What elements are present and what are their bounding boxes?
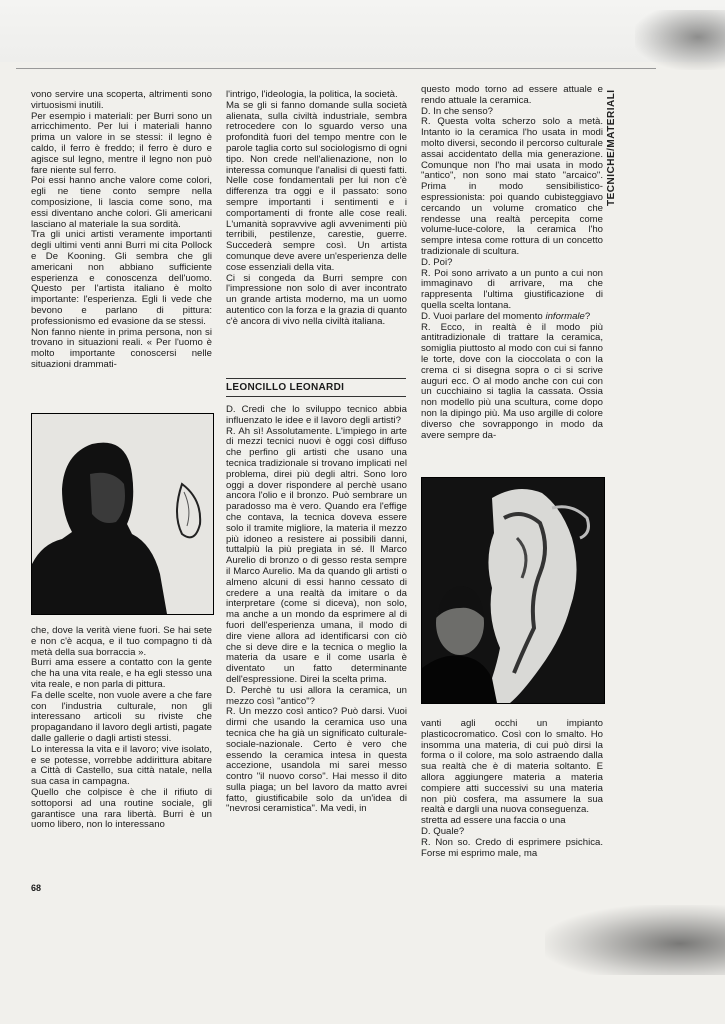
column-3-top bbox=[421, 85, 603, 441]
question-prefix: D. Vuoi parlare del momento bbox=[421, 310, 546, 322]
paragraph: R. Non so. Credo di esprimere psichica. Forse mi esprimo male, ma bbox=[421, 836, 603, 859]
paragraph: Per esempio i materiali: per Burri sono un arricchimento. Per lui i materiali hanno prima un valore in se stessi: il legno è caldo, il ferro è freddo; il ferro è duro e agisce sul legno, mentre il legno non può fare niente sul ferro. bbox=[31, 110, 212, 176]
paragraph: D. Poi? bbox=[421, 256, 453, 268]
paragraph: R. Un mezzo così antico? Può darsi. Vuoi dirmi che usando la ceramica uso una tecnica che ha già un significato culturale-sociale-nazionale. Certo è vero che essendo la ceramica intesa in questa accezione, usandola mi sarei messo contro "il nuovo corso". Hai messo il dito sulla piaga; un bel lavoro da matto avrei fatto, giustificabile solo da un'idea di "nevrosi ceramistica". Ma vedi, in bbox=[226, 706, 407, 815]
paragraph: vanti agli occhi un impianto plasticocromatico. Così con lo smalto. Ho insomma una materia, di cui può dirsi la forma o il colore, ma solo astraendo dalla sua realtà che è di materia soltanto. E allora aggiungere materia a materia compiere atti successivi su una materia non più cosfera, ma assumere la sua realtà e dargli una nuova conseguenza. bbox=[421, 718, 603, 816]
top-rule bbox=[16, 68, 656, 69]
paragraph: Burri ama essere a contatto con la gente che ha una vita reale, e ha egli stesso una vita reale, e non parla di pittura. bbox=[31, 657, 212, 690]
paragraph: Non fanno niente in prima persona, non si trovano in situazioni reali. « Per l'uomo è molto importante conoscersi nelle situazioni drammati- bbox=[31, 326, 212, 370]
paragraph: Ma se gli si fanno domande sulla società alienata, sulla civiltà industriale, sembra retrocedere con lo sguardo verso una profondità fuori del tempo mentre con le parole taglia corto sul sociologismo di ogni tipo. Non crede nell'alienazione, non lo interessa comunque l'analisi di questi fatti. Nelle cose fondamentali per lui non c'è differenza tra oggi e il passato: sono sempre importanti i sentimenti e i comportamenti di fronte alle cose reali. L'umanità sopravvive agli avvenimenti più terribili, pestilenze, carestie, guerre. Succederà sempre così. Un artista comunque deve avere un'esperienza delle cose essenziali della vita. bbox=[226, 99, 407, 273]
paragraph: R. Ah sì! Assolutamente. L'impiego in arte di mezzi tecnici nuovi è oggi così diffuso che perfino gli artisti che usano una tecnica tradizionale si trovano implicati nel problema, direi più degli altri. Sono loro oggi a dover rispondere al perchè usano ancora l'olio e il bronzo. Può sembrare un paradosso ma è vero. Quando era l'effige che contava, la tecnica doveva essere solo il tramite migliore, la materia il mezzo più idoneo a resistere ai possibili danni, tuttalpiù la più pregiata in sé. Il Marco Aurelio di bronzo o di gesso resta sempre il Marco Aurelio. Ma da quando gli artisti o almeno alcuni di essi hanno cessato di credere a una realtà da imitare o da interpretare (come si diceva), non solo, ma anche a un mondo da esprimere al di fuori dell'esperienza umana, il modo di dire viene allora ad identificarsi con ciò che si deve dire e la tecnica o meglio la materia da usare e il come usarla è diventato un fatto determinante dell'espressione. Direi la scelta prima. bbox=[226, 425, 407, 685]
photo-leoncillo-image bbox=[422, 478, 604, 703]
paragraph: che, dove la verità viene fuori. Se hai sete e non c'è acqua, e il tuo compagno ti dà metà della sua borraccia ». bbox=[31, 625, 212, 658]
question-informale bbox=[421, 312, 603, 323]
column-1-top bbox=[31, 90, 212, 371]
photo-burri-image bbox=[32, 414, 213, 614]
photo-burri-portrait bbox=[31, 413, 214, 615]
paragraph: R. Ecco, in realtà è il modo più antitradizionale di trattare la ceramica, somiglia piuttosto al modo con cui si fanno le torte, dove con la cioccolata o con la crema ci si disegna sopra o ci si scrive auguri ecc. O al modo anche con cui con un cucchiaino si taglia la cassata. Ossia non modello più una scultura, come dopo non la dipingo più. Ma uso argille di colore diverso che sovrappongo in modo da avere sempre da- bbox=[421, 321, 603, 441]
paragraph: D. Perchè tu usi allora la ceramica, un mezzo così "antico"? bbox=[226, 684, 407, 707]
scan-smudge-top-right bbox=[635, 10, 725, 70]
paragraph: Poi essi hanno anche valore come colori, egli ne tiene conto sempre nella composizione, li lascia come sono, ma essi diventano anche colori. Gli americani lasciano al materiale la sua sordità. bbox=[31, 175, 212, 230]
paragraph: Tra gli unici artisti veramente importanti degli ultimi venti anni Burri mi cita Pollock e De Kooning. Gli sembra che gli americani non abbiano sufficiente esperienza e conoscenza dell'uomo. Questo per l'artista italiano è molto importante: l'esperienza. Egli li vede che bevono e parlano di pittura: professionismo ed evasione da se stessi. bbox=[31, 229, 212, 327]
photo-leoncillo-sculpture bbox=[421, 477, 605, 704]
paragraph: R. Poi sono arrivato a un punto a cui non immaginavo di arrivare, ma che rappresenta l'ultima giustificazione di quella scelta lontana. bbox=[421, 267, 603, 311]
column-2-top bbox=[226, 90, 407, 328]
paragraph: questo modo torno ad essere attuale e rendo attuale la ceramica. bbox=[421, 84, 603, 106]
paragraph: R. Questa volta scherzo solo a metà. Intanto io la ceramica l'ho usata in modi molto diversi, secondo il percorso culturale assai accidentato della mia generazione. Comunque non l'ho mai usata in modo "antico", non sono mai stato "arcaico". Prima in modo sensibilistico-espressionista: poi quando cubisteggiavo cercando un volume cromatico che rendesse una realtà percepita come volume-luce-colore, la ceramica l'ho sempre intesa come rottura di un concetto tradizionale di scultura. bbox=[421, 116, 603, 257]
paragraph: l'intrigo, l'ideologia, la politica, la società. bbox=[226, 89, 398, 100]
paragraph: Lo interessa la vita e il lavoro; vive isolato, e se potesse, vorrebbe addirittura abitare a Città di Castello, sua città natale, nella sua casa in campagna. bbox=[31, 743, 212, 788]
paragraph: D. In che senso? bbox=[421, 105, 493, 117]
section-side-label: TECNICHE/MATERIALI bbox=[606, 89, 617, 206]
paragraph: D. Credi che lo sviluppo tecnico abbia influenzato le idee e il lavoro degli artisti? bbox=[226, 404, 407, 426]
paragraph: Ci si congeda da Burri sempre con l'impressione non solo di aver incontrato un grande artista moderno, ma un uomo autentico con la forza e la grazia di quanto c'è ancora di vivo nella civiltà italiana. bbox=[226, 272, 407, 327]
question-italic-term: informale bbox=[545, 310, 585, 322]
section-heading: LEONCILLO LEONARDI bbox=[226, 378, 406, 397]
paragraph: D. Quale? bbox=[421, 825, 465, 837]
paragraph: Fa delle scelte, non vuole avere a che fare con l'industria culturale, non gli interessano articoli su riviste che propagandano il lavoro degli artisti, pagate dalle gallerie o dagli artisti stessi. bbox=[31, 689, 212, 744]
scan-smudge-bottom-right bbox=[545, 905, 725, 975]
page-number: 68 bbox=[31, 883, 42, 893]
paragraph: vono servire una scoperta, altrimenti sono virtuosismi inutili. bbox=[31, 89, 212, 111]
scan-margin-top bbox=[0, 0, 725, 62]
column-1-bottom bbox=[31, 626, 212, 831]
question-suffix: ? bbox=[584, 310, 591, 322]
column-2-bottom bbox=[226, 405, 407, 815]
paragraph: Quello che colpisce è che il rifiuto di sottoporsi ad una routine sociale, gli garantisce una rara libertà. Burri è un uomo libero, non lo interessano bbox=[31, 786, 212, 831]
paragraph: stretta ad essere una faccia o una bbox=[421, 815, 566, 827]
column-3-bottom bbox=[421, 719, 603, 859]
